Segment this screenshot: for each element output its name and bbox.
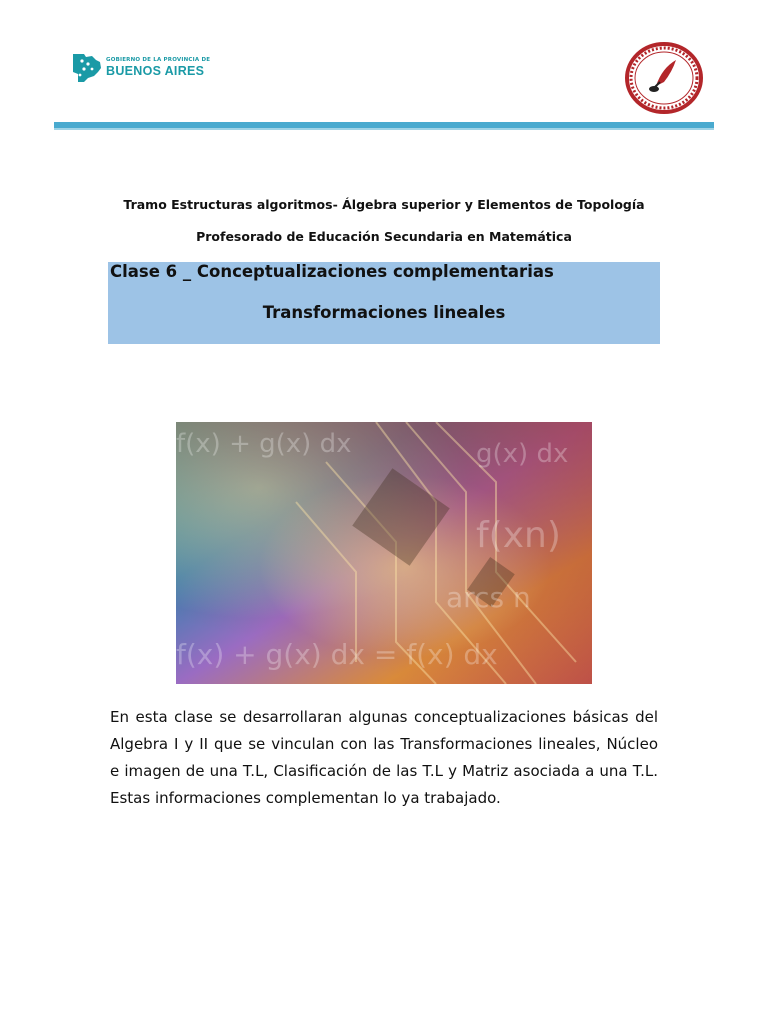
logo-small-text: GOBIERNO DE LA PROVINCIA DE [106,57,211,63]
formula-text-3: f(xn) [476,515,561,556]
formula-text-4: arcs n [446,581,531,614]
course-tramo-heading: Tramo Estructuras algoritmos- Álgebra superior y Elementos de Topología [123,197,645,212]
formula-text-5: f(x) + g(x) dx = f(x) dx [176,638,498,671]
course-program-heading: Profesorado de Educación Secundaria en Matemática [196,229,572,244]
class-subtitle: Transformaciones lineales [262,303,506,322]
formula-text-2: g(x) dx [476,439,569,469]
header-rule-shadow [54,128,714,130]
intro-paragraph: En esta clase se desarrollaran algunas conceptualizaciones básicas del Algebra I y II que se vinculan con las Transformaciones lineales, Núcleo e imagen de una T.L, Clasificación de las T.L y Matriz asociada a una T.L. Estas informaciones complementan lo ya trabajado. [110,708,658,807]
institute-seal-icon [624,42,704,114]
government-logo [70,48,210,88]
logo-big-text: BUENOS AIRES [106,64,205,78]
circuit-formula-image [176,422,592,684]
formula-text-1: f(x) + g(x) dx [176,429,352,459]
province-map-icon [70,52,104,84]
class-title-box [108,262,660,344]
class-title: Clase 6 _ Conceptualizaciones complementarias [110,262,554,281]
